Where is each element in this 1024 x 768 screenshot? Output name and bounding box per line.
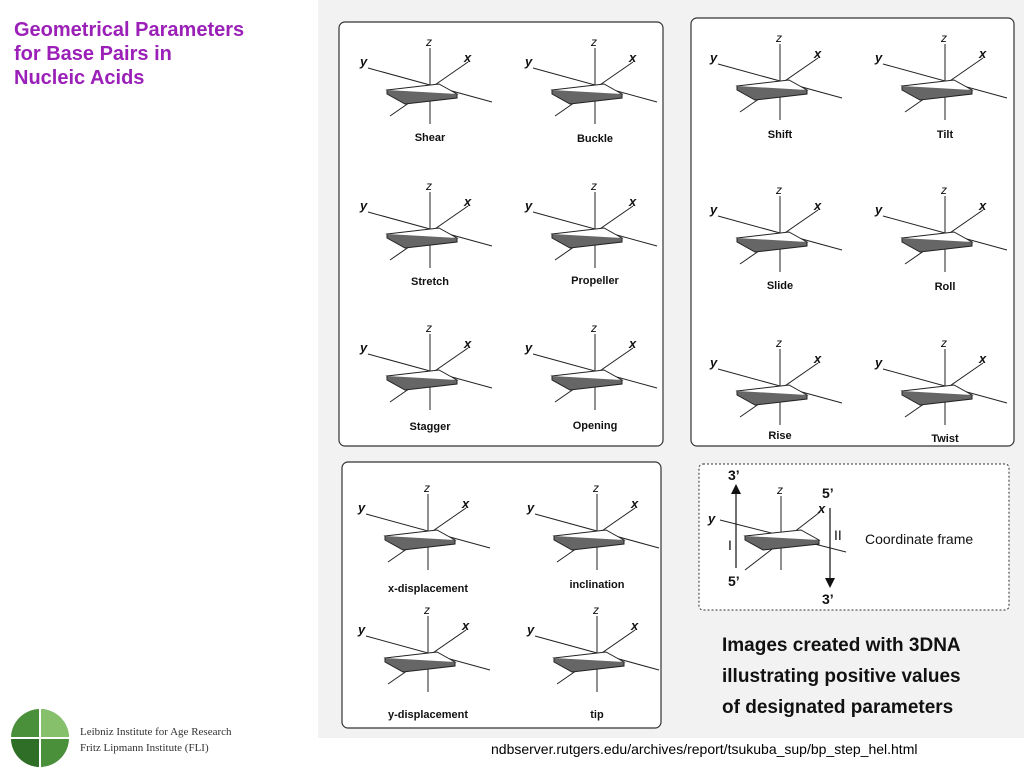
institute-logo: [10, 706, 235, 768]
caption-line-1: Images created with 3DNA: [722, 635, 961, 656]
y-axis-label: y: [875, 50, 883, 65]
x-axis-label: x: [629, 336, 637, 351]
x-axis-label: x: [631, 618, 639, 633]
parameter-label: Tilt: [936, 129, 954, 141]
parameter-label: Rise: [768, 430, 792, 442]
z-axis-label: z: [776, 31, 782, 45]
x-axis-label: x: [979, 198, 987, 213]
strand-2-top-label: 5’: [822, 485, 834, 501]
strand-1-bottom-label: 5’: [728, 573, 740, 589]
parameter-label: Twist: [931, 433, 959, 445]
z-axis-label: z: [426, 321, 432, 335]
parameter-label: Shear: [414, 132, 446, 144]
y-axis-label: y: [360, 54, 368, 69]
x-axis-label: x: [464, 194, 472, 209]
x-axis-label: x: [629, 194, 637, 209]
caption-line-2: illustrating positive values: [722, 666, 961, 687]
caption: [722, 630, 1012, 723]
z-axis-label: z: [426, 179, 432, 193]
x-axis-label: x: [979, 351, 987, 366]
x-axis-label: x: [464, 50, 472, 65]
parameter-label: Stagger: [409, 421, 451, 433]
title-line-3: Nucleic Acids: [14, 67, 145, 89]
z-axis-label: z: [776, 336, 782, 350]
parameter-label: y-displacement: [387, 709, 469, 721]
parameter-label: Stretch: [411, 276, 449, 288]
panel-helical: [342, 462, 661, 728]
strand-1-name: I: [728, 537, 732, 553]
strand-1-top-label: 3’: [728, 467, 740, 483]
y-axis-label: y: [708, 511, 716, 526]
fli-logo-icon: [10, 708, 70, 768]
caption-line-3: of designated parameters: [722, 697, 954, 718]
y-axis-label: y: [875, 202, 883, 217]
z-axis-label: z: [424, 481, 430, 495]
y-axis-label: y: [525, 340, 533, 355]
coordinate-frame-label: Coordinate frame: [865, 531, 974, 547]
y-axis-label: y: [525, 198, 533, 213]
strand-2-name: II: [834, 527, 842, 543]
panel-base-step: [691, 18, 1014, 446]
x-axis-label: x: [629, 50, 637, 65]
x-axis-label: x: [814, 351, 822, 366]
z-axis-label: z: [941, 336, 947, 350]
parameter-label: inclination: [569, 579, 625, 591]
y-axis-label: y: [527, 622, 535, 637]
parameter-label: x-displacement: [387, 583, 469, 595]
title-line-2: for Base Pairs in: [14, 43, 172, 65]
title-line-1: Geometrical Parameters: [14, 19, 245, 41]
parameter-label: Propeller: [571, 275, 619, 287]
parameter-label: Slide: [766, 280, 794, 292]
x-axis-label: x: [631, 496, 639, 511]
z-axis-label: z: [591, 321, 597, 335]
z-axis-label: z: [426, 35, 432, 49]
z-axis-label: z: [424, 603, 430, 617]
y-axis-label: y: [525, 54, 533, 69]
y-axis-label: y: [358, 622, 366, 637]
x-axis-label: x: [814, 198, 822, 213]
logo-line-1: Leibniz Institute for Age Research: [80, 726, 232, 738]
y-axis-label: y: [710, 355, 718, 370]
strand-2-bottom-label: 3’: [822, 591, 834, 607]
y-axis-label: y: [527, 500, 535, 515]
y-axis-label: y: [360, 340, 368, 355]
z-axis-label: z: [593, 481, 599, 495]
y-axis-label: y: [358, 500, 366, 515]
parameter-label: Buckle: [576, 133, 614, 145]
z-axis-label: z: [591, 179, 597, 193]
x-axis-label: x: [814, 46, 822, 61]
parameter-label: Opening: [572, 420, 618, 432]
z-axis-label: z: [776, 183, 782, 197]
x-axis-label: x: [464, 336, 472, 351]
x-axis-label: x: [979, 46, 987, 61]
x-axis-label: x: [462, 618, 470, 633]
parameter-label: Shift: [767, 129, 793, 141]
logo-line-2: Fritz Lipmann Institute (FLI): [80, 742, 209, 754]
parameter-label: Roll: [934, 281, 956, 293]
y-axis-label: y: [875, 355, 883, 370]
z-axis-label: z: [591, 35, 597, 49]
x-axis-label: x: [818, 501, 826, 516]
z-axis-label: z: [593, 603, 599, 617]
z-axis-label: z: [941, 31, 947, 45]
y-axis-label: y: [360, 198, 368, 213]
y-axis-label: y: [710, 50, 718, 65]
z-axis-label: z: [777, 483, 783, 497]
source-url: ndbserver.rutgers.edu/archives/report/tsukuba_sup/bp_step_hel.html: [491, 741, 918, 757]
x-axis-label: x: [462, 496, 470, 511]
z-axis-label: z: [941, 183, 947, 197]
y-axis-label: y: [710, 202, 718, 217]
parameter-label: tip: [590, 709, 604, 721]
